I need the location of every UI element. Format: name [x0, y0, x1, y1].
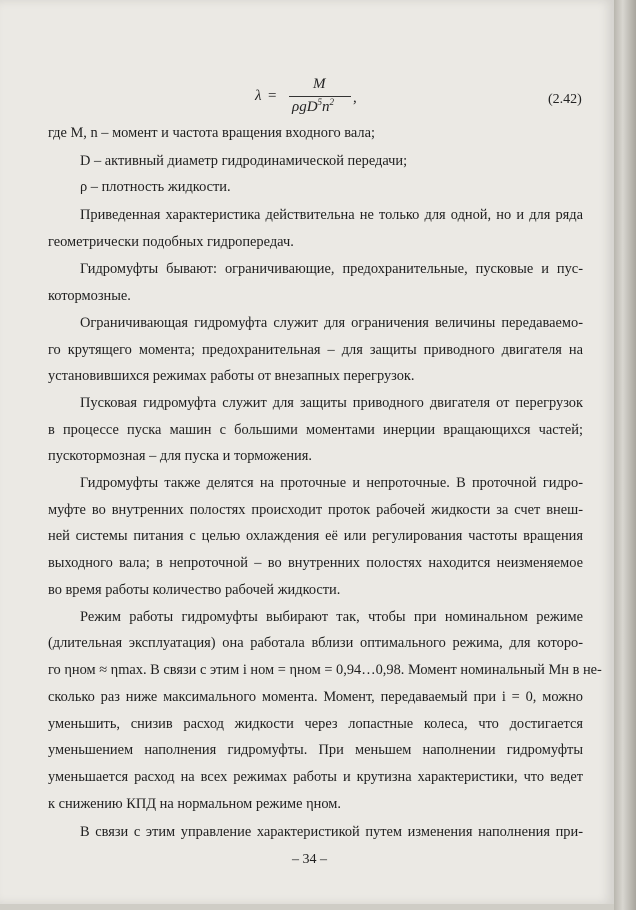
text-line: установившихся режимах работы от внезапных перегрузок. — [48, 368, 415, 384]
formula-numerator: M — [313, 76, 326, 92]
text-line: уменьшается расход на всех режимах работы и крутизна характеристики, что ведет — [48, 769, 583, 785]
text-line: Режим работы гидромуфты выбирают так, чтобы при номинальном режиме — [80, 609, 583, 625]
formula-lambda: λ — [255, 88, 262, 104]
equation-number: (2.42) — [548, 92, 582, 107]
text-line: Гидромуфты также делятся на проточные и непроточные. В проточной гидро- — [80, 475, 583, 491]
text-line: ρ – плотность жидкости. — [80, 179, 231, 195]
text-line: муфте во внутренних полостях происходит проток рабочей жидкости за счет внеш- — [48, 502, 583, 518]
text-line: В связи с этим управление характеристикой путем изменения наполнения при- — [80, 824, 583, 840]
text-line: Ограничивающая гидромуфта служит для ограничения величины передаваемо- — [80, 315, 583, 331]
text-line: Гидромуфты бывают: ограничивающие, предохранительные, пусковые и пус- — [80, 261, 583, 277]
formula-denominator: $\rho gD^5n^2$ — [292, 97, 335, 115]
text-line: выходного вала; в непроточной – во внутренних полостях находится неизменяемое — [48, 555, 583, 571]
text-line: Приведенная характеристика действительна не только для одной, но и для ряда — [80, 207, 583, 223]
formula-2-42 — [255, 76, 455, 120]
text-line: ней системы питания с целью охлаждения её или регулирования частоты вращения — [48, 528, 583, 544]
text-line: сколько раз ниже максимального момента. Момент, передаваемый при i = 0, можно — [48, 689, 583, 705]
page-edge — [614, 0, 636, 910]
formula-equals: = — [268, 88, 277, 104]
text-line: уменьшением наполнения гидромуфты. При меньшем наполнении гидромуфты — [48, 742, 583, 758]
text-line: во время работы количество рабочей жидкости. — [48, 582, 341, 598]
text-line: пускотормозная – для пуска и торможения. — [48, 448, 312, 464]
formula-comma: , — [353, 90, 357, 106]
text-line: где M, n – момент и частота вращения входного вала; — [48, 125, 375, 141]
text-line: го ηном ≈ ηmax. В связи с этим i ном = ηном = 0,94…0,98. Момент номинальный Mн в не- — [48, 662, 602, 678]
text-line: геометрически подобных гидропередач. — [48, 234, 294, 250]
text-line: уменьшить, снизив расход жидкости через лопастные колеса, что достигается — [48, 716, 583, 732]
text-line: Пусковая гидромуфта служит для защиты приводного двигателя от перегрузок — [80, 395, 583, 411]
text-line: в процессе пуска машин с большими моментами инерции вращающихся частей; — [48, 422, 583, 438]
text-line: го крутящего момента; предохранительная – для защиты приводного двигателя на — [48, 342, 583, 358]
text-line: D – активный диаметр гидродинамической передачи; — [80, 153, 408, 169]
page-number: – 34 – — [292, 852, 327, 867]
text-line: к снижению КПД на нормальном режиме ηном. — [48, 796, 341, 812]
text-line: (длительная эксплуатация) она работала вблизи оптимального режима, для которо- — [48, 635, 583, 651]
text-line: котормозные. — [48, 288, 131, 304]
